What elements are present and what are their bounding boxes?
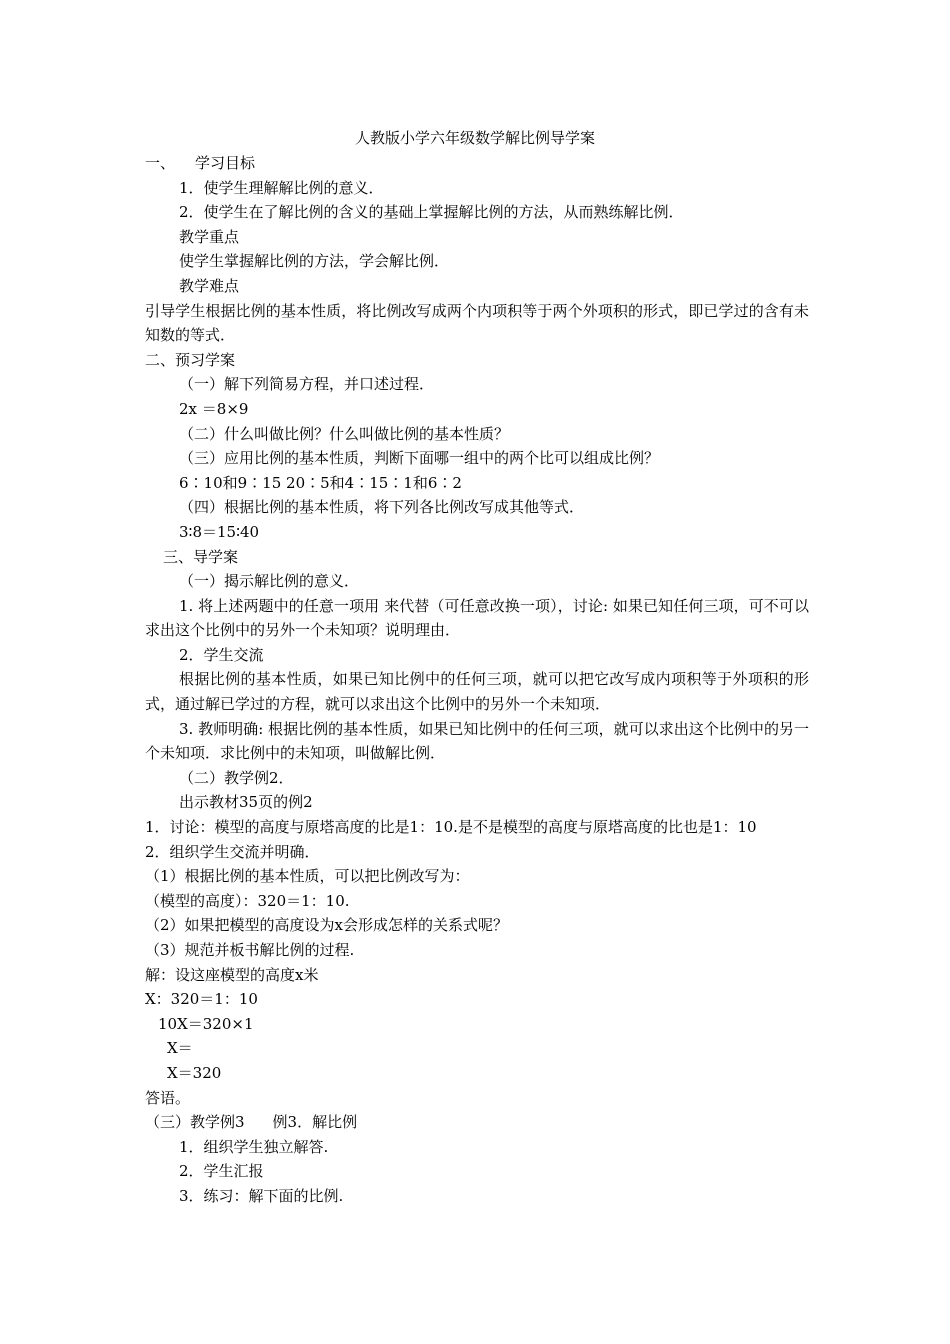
solution-ratio: X：320＝1：10 (145, 990, 258, 1009)
exchange-line: 2．组织学生交流并明确． (145, 842, 320, 861)
example-2-heading: （二）教学例2． (179, 768, 294, 787)
example-3-item-1: 1．组织学生独立解答. (179, 1137, 329, 1156)
solution-result: Ⅹ＝320 (167, 1063, 222, 1082)
step-1-line: （1）根据比例的基本性质，可以把比例改写为： (145, 867, 470, 886)
solution-setup: 解：设这座模型的高度x米 (145, 965, 319, 984)
guided-paragraph-2: 根据比例的基本性质，如果已知比例中的任何三项，就可以把它改写成内项积等于外项积的形式，通过解已学过的方程，就可以求出这个比例中的另外一个未知项． (145, 670, 809, 714)
section-heading-learning-goals (145, 151, 809, 176)
equation-line: 2x ＝8×9 (179, 399, 249, 418)
subheading-key-point: 教学重点 (179, 227, 240, 246)
step-2-line: （2）如果把模型的高度设为x会形成怎样的关系式呢？ (145, 916, 509, 935)
ratio-options-line: 6∶10和9∶15 20∶5和4∶15∶1和6∶2 (179, 473, 462, 492)
example-3-item-3: 3．练习：解下面的比例. (179, 1186, 344, 1205)
example-3-label: （三）教学例3 (145, 1113, 245, 1132)
document-title: 人教版小学六年级数学解比例导学案 (354, 129, 595, 147)
section-heading-guided: 三、导学案 (163, 547, 239, 566)
preview-item-4: （四）根据比例的基本性质，将下列各比例改写成其他等式． (179, 498, 585, 517)
example-2-source: 出示教材35页的例2 (179, 793, 313, 812)
guided-paragraph-3: 3. 教师明确: 根据比例的基本性质，如果已知比例中的任何三项，就可以求出这个比例中的另一个未知项．求比例中的未知项，叫做解比例． (145, 719, 809, 763)
document-body (145, 151, 809, 1209)
step-1-ratio: （模型的高度）：320＝1：10. (145, 891, 350, 910)
section-title: 学习目标 (195, 154, 256, 172)
solution-step-1: 10Ⅹ＝320×1 (158, 1014, 254, 1033)
section-number: 一、 (145, 154, 176, 172)
subheading-difficulty: 教学难点 (179, 276, 240, 295)
guided-item-2: 2．学生交流 (179, 645, 264, 664)
preview-item-3: （三）应用比例的基本性质，判断下面哪一组中的两个比可以组成比例？ (179, 449, 660, 468)
preview-item-2: （二）什么叫做比例？什么叫做比例的基本性质？ (179, 424, 510, 443)
example-3-title: 例3．解比例 (272, 1113, 358, 1132)
guided-paragraph-1: 1. 将上述两题中的任意一项用 来代替（可任意改换一项），讨论: 如果已知任何三项，可不可以求出这个比例中的另外一个未知项？说明理由． (145, 596, 809, 640)
goal-item-1: 1．使学生理解解比例的意义． (179, 178, 384, 197)
step-3-line: （3）规范并板书解比例的过程. (145, 941, 355, 959)
preview-item-1: （一）解下列简易方程，并口述过程． (179, 375, 435, 394)
section-heading-preview: 二、预习学案 (145, 350, 236, 369)
example-3-item-2: 2．学生汇报 (179, 1162, 264, 1181)
goal-item-2: 2．使学生在了解比例的含义的基础上掌握解比例的方法，从而熟练解比例． (179, 203, 684, 222)
example-3-heading (145, 1110, 809, 1135)
ratio-equation-line: 3∶8＝15∶40 (179, 522, 260, 541)
solution-step-2: Ⅹ＝ (167, 1039, 193, 1058)
guided-item-1: （一）揭示解比例的意义． (179, 572, 360, 591)
discussion-line: 1．讨论：模型的高度与原塔高度的比是1：10.是不是模型的高度与原塔高度的比也是1：10 (145, 818, 757, 837)
key-point-text: 使学生掌握解比例的方法，学会解比例． (179, 252, 450, 271)
difficulty-text: 引导学生根据比例的基本性质，将比例改写成两个内项积等于两个外项积的形式，即已学过的含有未知数的等式． (145, 301, 809, 345)
answer-line: 答语。 (145, 1088, 191, 1107)
